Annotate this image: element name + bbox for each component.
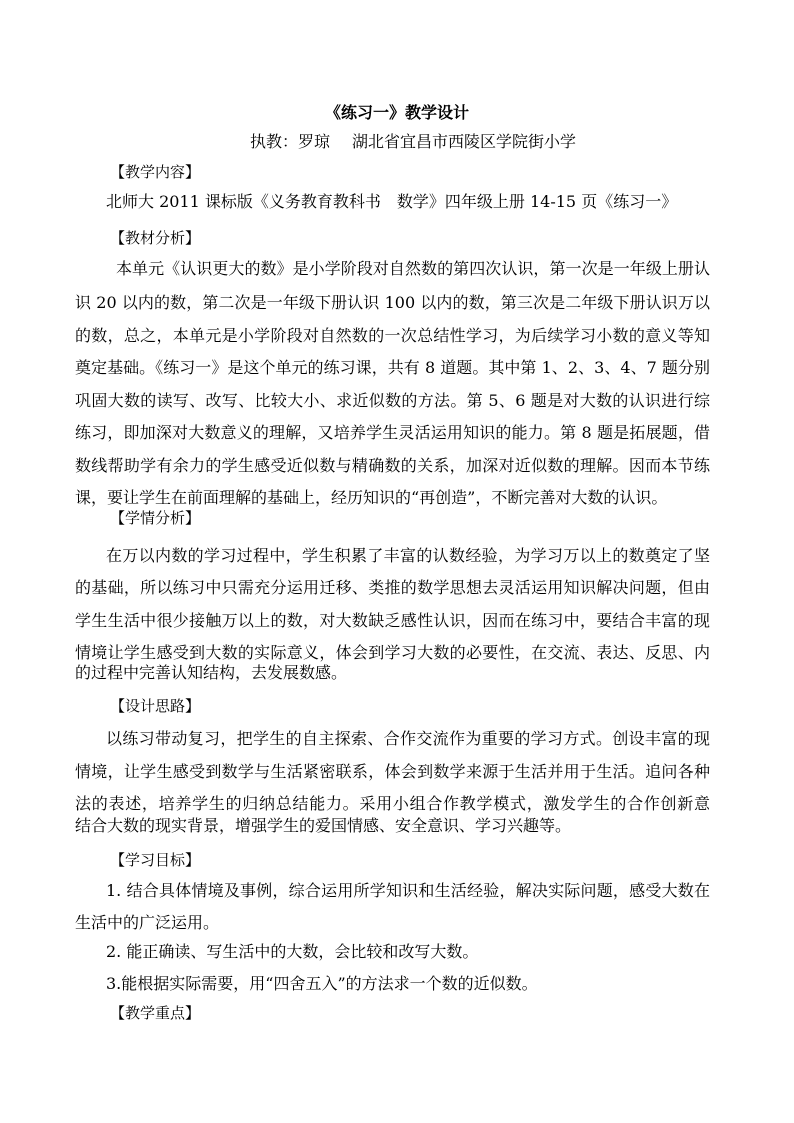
paragraph-line: 北师大 2011 课标版《义务教育教科书 数学》四年级上册 14-15 页《练习一》 <box>106 192 678 211</box>
heading-student-analysis: 【学情分析】 <box>110 509 201 527</box>
heading-teaching-content: 【教学内容】 <box>110 163 201 181</box>
goal-item: 2. 能正确读、写生活中的大数，会比较和改写大数。 <box>106 942 479 961</box>
paragraph-line: 数线帮助学有余力的学生感受近似数与精确数的关系，加深对近似数的理解。因而本节练 <box>75 456 710 475</box>
paragraph-line: 在万以内数的学习过程中，学生积累了丰富的认数经验，为学习万以上的数奠定了坚 <box>106 546 710 565</box>
heading-design-idea: 【设计思路】 <box>110 697 201 715</box>
paragraph-line: 的基础，所以练习中只需充分运用迁移、类推的数学思想去灵活运用知识解决问题，但由 <box>75 578 710 597</box>
goal-item: 3.能根据实际需要，用“四舍五入”的方法求一个数的近似数。 <box>106 974 538 993</box>
school-name: 湖北省宜昌市西陵区学院街小学 <box>352 132 577 151</box>
goal-item: 1. 结合具体情境及事例，综合运用所学知识和生活经验，解决实际问题，感受大数在 <box>106 881 710 900</box>
paragraph-line: 巩固大数的读写、改写、比较大小、求近似数的方法。第 5、6 题是对大数的认识进行综 <box>75 391 710 410</box>
paragraph-line: 的数，总之，本单元是小学阶段对自然数的一次总结性学习，为后续学习小数的意义等知 <box>75 326 710 345</box>
heading-material-analysis: 【教材分析】 <box>110 229 201 247</box>
paragraph-line: 学生生活中很少接触万以上的数，对大数缺乏感性认识，因而在练习中，要结合丰富的现 <box>75 611 710 630</box>
paragraph-line: 情境让学生感受到大数的实际意义，体会到学习大数的必要性，在交流、表达、反思、内 <box>75 643 710 662</box>
paragraph-line: 识 20 以内的数，第二次是一年级下册认识 100 以内的数，第三次是二年级下册认识万以 <box>75 293 710 312</box>
paragraph-line: 课，要让学生在前面理解的基础上，经历知识的“再创造”，不断完善对大数的认识。 <box>75 488 668 507</box>
heading-learning-goals: 【学习目标】 <box>110 851 201 869</box>
paragraph-line: 练习，即加深对大数意义的理解，又培养学生灵活运用知识的能力。第 8 题是拓展题，借 <box>75 423 710 442</box>
document-title: 《练习一》教学设计 <box>324 103 469 122</box>
teacher-label: 执教：罗琼 <box>250 132 331 151</box>
paragraph-line: 本单元《认识更大的数》是小学阶段对自然数的第四次认识，第一次是一年级上册认 <box>116 259 710 278</box>
paragraph-line: 的过程中完善认知结构，去发展数感。 <box>75 663 348 682</box>
paragraph-line: 奠定基础。《练习一》是这个单元的练习课，共有 8 道题。其中第 1、2、3、4、7 题分别 <box>75 358 710 377</box>
paragraph-line: 情境，让学生感受到数学与生活紧密联系，体会到数学来源于生活并用于生活。追问各种 <box>75 762 710 781</box>
heading-teaching-focus: 【教学重点】 <box>110 1004 201 1022</box>
paragraph-line: 法的表述，培养学生的归纳总结能力。采用小组合作教学模式，激发学生的合作创新意 <box>75 794 710 813</box>
paragraph-line: 结合大数的现实背景，增强学生的爱国情感、安全意识、学习兴趣等。 <box>75 816 572 835</box>
byline <box>250 130 576 154</box>
paragraph-line: 以练习带动复习，把学生的自主探索、合作交流作为重要的学习方式。创设丰富的现 <box>106 729 710 748</box>
goal-item-continued: 生活中的广泛运用。 <box>75 913 220 932</box>
